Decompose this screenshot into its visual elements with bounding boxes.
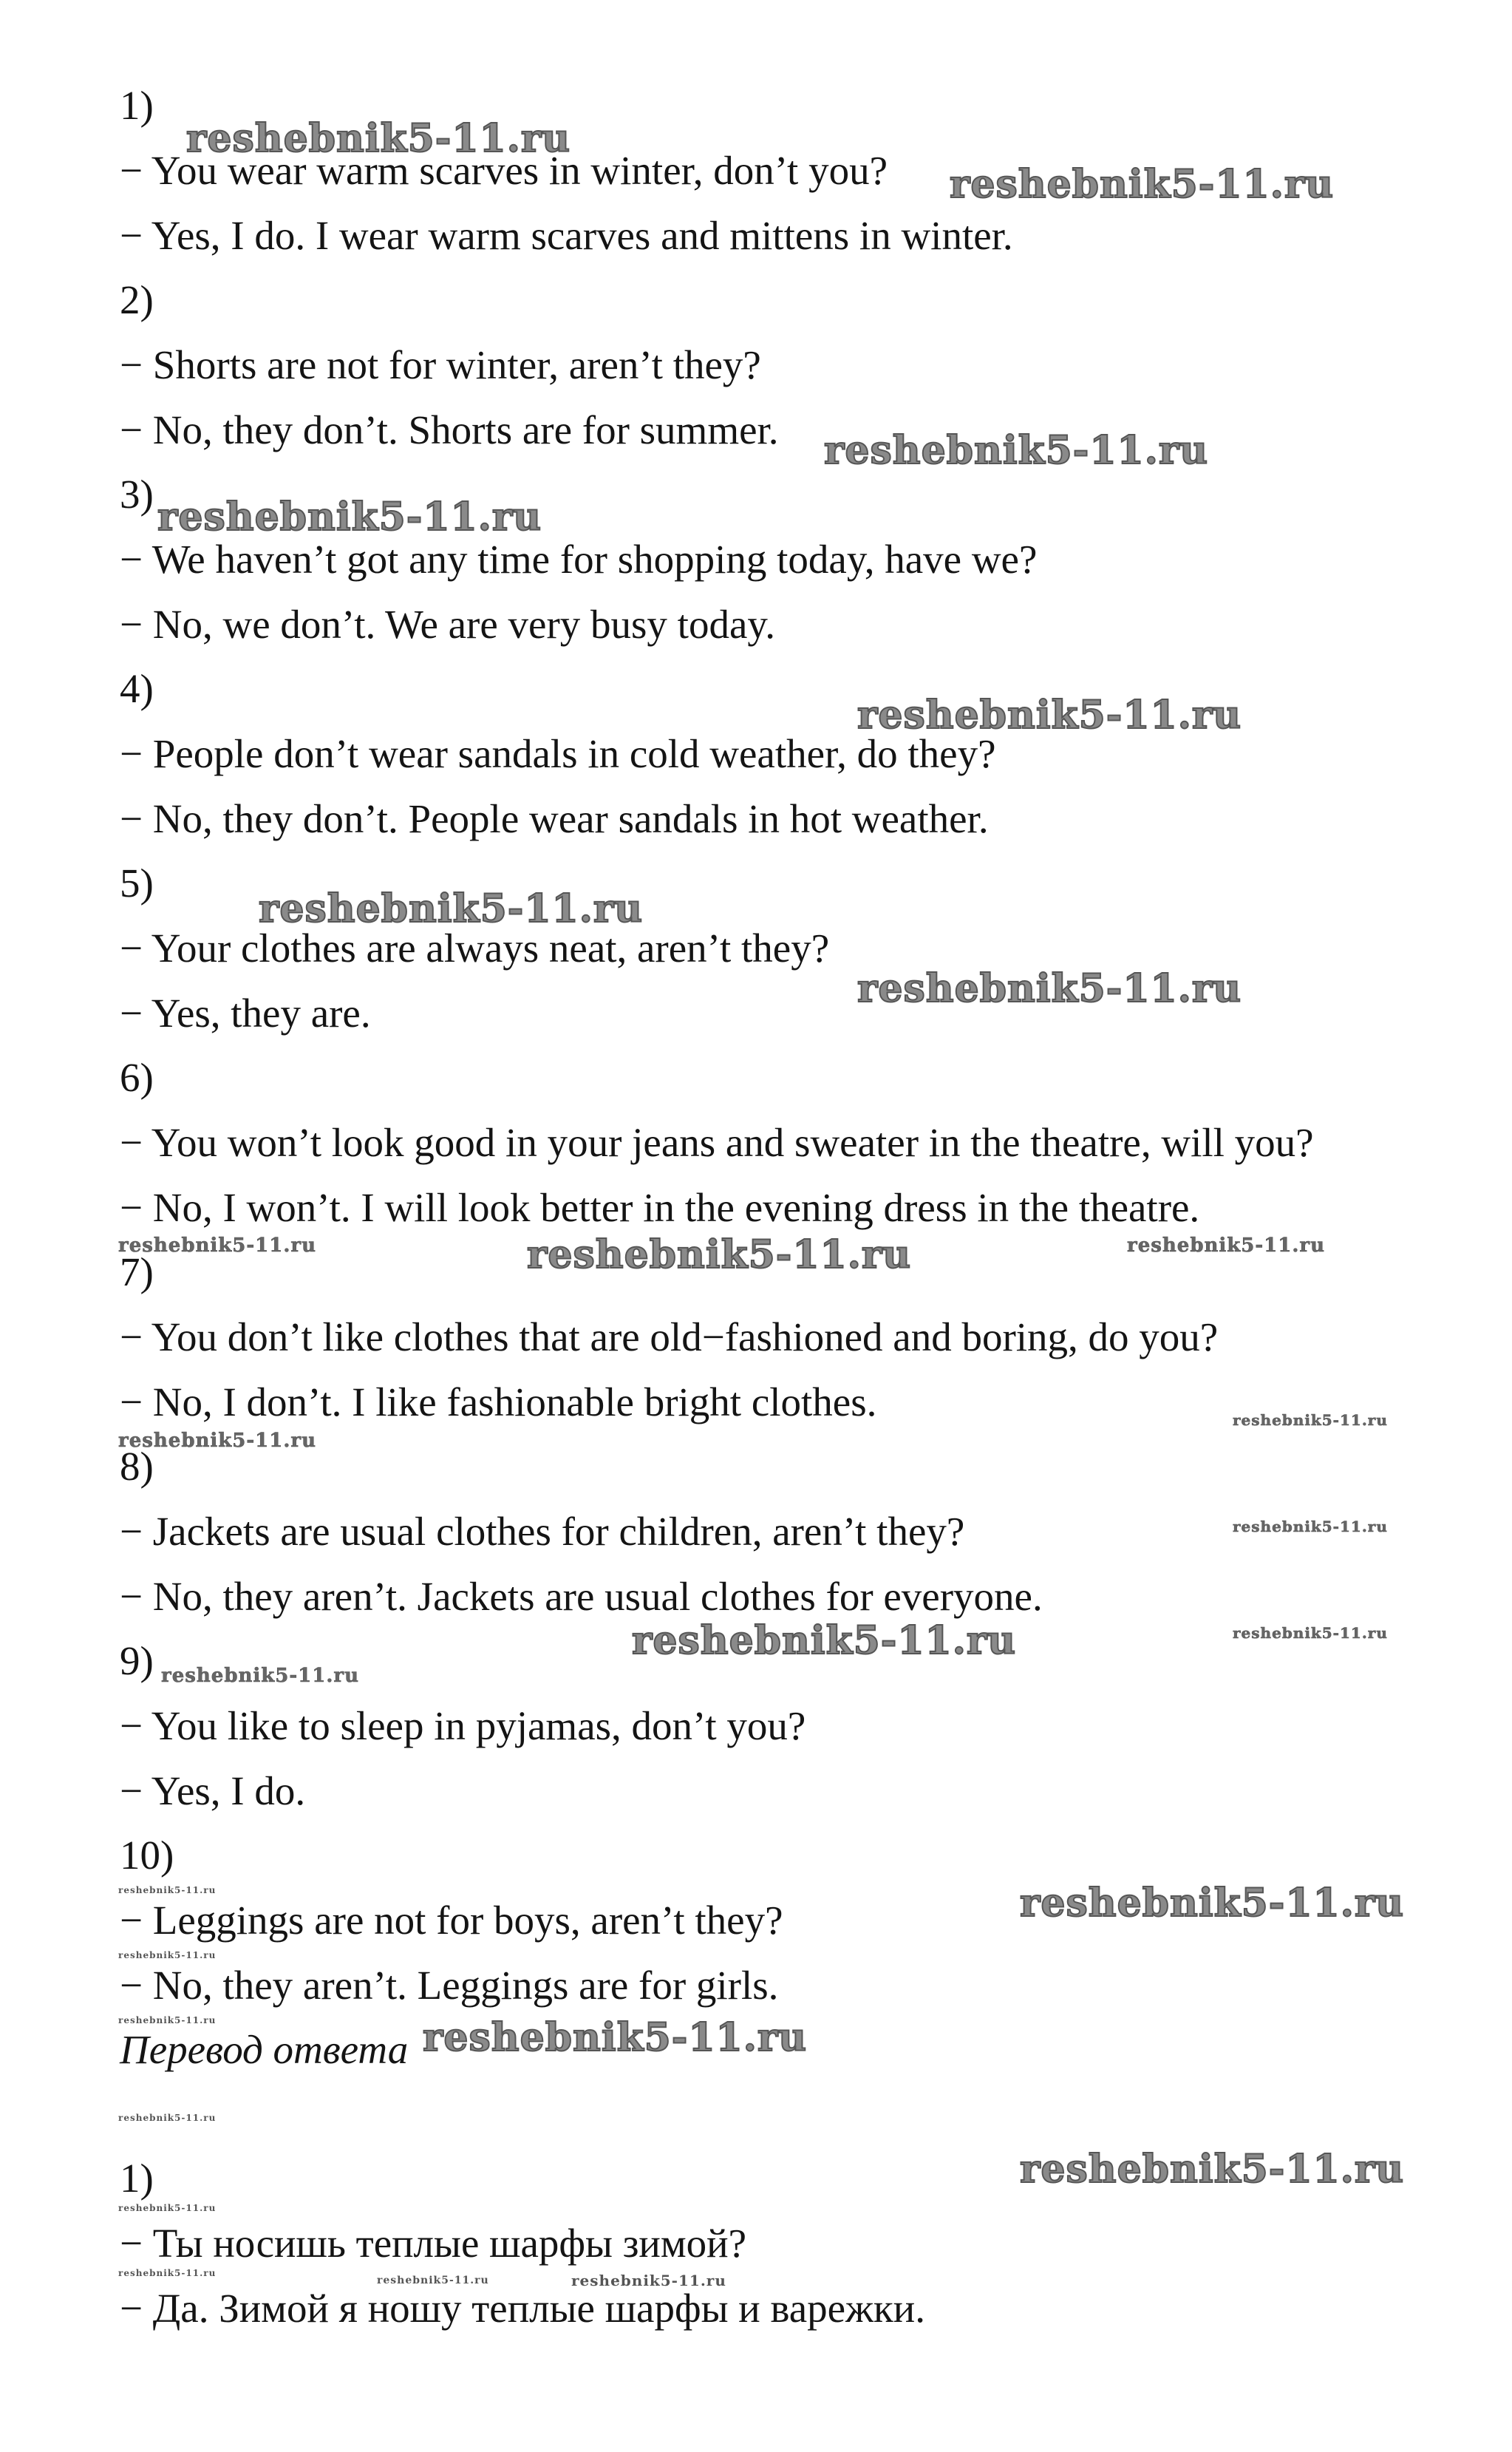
watermark: reshebnik5-11.ru xyxy=(259,886,644,931)
watermark: reshebnik5-11.ru xyxy=(186,116,571,161)
watermark: reshebnik5-11.ru xyxy=(118,1235,317,1257)
watermark: reshebnik5-11.ru xyxy=(824,428,1209,473)
watermark: reshebnik5-11.ru xyxy=(118,2015,217,2025)
watermark: reshebnik5-11.ru xyxy=(527,1232,912,1277)
watermark: reshebnik5-11.ru xyxy=(118,1430,317,1452)
item-10-answer: − No, they aren’t. Leggings are for girls. xyxy=(120,1963,779,2008)
item-5-number: 5) xyxy=(120,860,154,906)
item-9-answer: − Yes, I do. xyxy=(120,1768,306,1813)
item-7-question: − You don’t like clothes that are old−fashioned and boring, do you? xyxy=(120,1314,1219,1359)
item-6-answer: − No, I won’t. I will look better in the evening dress in the theatre. xyxy=(120,1185,1200,1230)
watermark: reshebnik5-11.ru xyxy=(1233,1624,1388,1642)
watermark: reshebnik5-11.ru xyxy=(157,495,542,540)
watermark: reshebnik5-11.ru xyxy=(161,1665,360,1687)
item-8-number: 8) xyxy=(120,1444,154,1489)
item-9-question: − You like to sleep in pyjamas, don’t you? xyxy=(120,1703,806,1748)
watermark: reshebnik5-11.ru xyxy=(857,693,1242,738)
watermark: reshebnik5-11.ru xyxy=(377,2275,489,2286)
watermark: reshebnik5-11.ru xyxy=(571,2272,726,2289)
item-10-question: − Leggings are not for boys, aren’t they? xyxy=(120,1898,783,1943)
watermark: reshebnik5-11.ru xyxy=(118,2203,217,2213)
translation-item-1-question: − Ты носишь теплые шарфы зимой? xyxy=(120,2221,747,2266)
watermark: reshebnik5-11.ru xyxy=(632,1618,1017,1663)
item-6-question: − You won’t look good in your jeans and sweater in the theatre, will you? xyxy=(120,1120,1314,1165)
item-4-answer: − No, they don’t. People wear sandals in hot weather. xyxy=(120,796,989,841)
item-9-number: 9) xyxy=(120,1638,154,1683)
watermark: reshebnik5-11.ru xyxy=(1020,2147,1405,2192)
item-2-number: 2) xyxy=(120,277,154,322)
item-7-number: 7) xyxy=(120,1249,154,1294)
watermark: reshebnik5-11.ru xyxy=(1233,1518,1388,1535)
watermark: reshebnik5-11.ru xyxy=(1233,1411,1388,1429)
item-1-question: − You wear warm scarves in winter, don’t you? xyxy=(120,148,888,193)
item-8-answer: − No, they aren’t. Jackets are usual clothes for everyone. xyxy=(120,1574,1043,1619)
watermark: reshebnik5-11.ru xyxy=(118,1950,217,1960)
watermark: reshebnik5-11.ru xyxy=(118,2268,217,2278)
item-2-answer: − No, they don’t. Shorts are for summer. xyxy=(120,407,779,452)
item-2-question: − Shorts are not for winter, aren’t they? xyxy=(120,342,761,387)
item-4-question: − People don’t wear sandals in cold weather, do they? xyxy=(120,731,996,776)
item-8-question: − Jackets are usual clothes for children, aren’t they? xyxy=(120,1509,965,1554)
watermark: reshebnik5-11.ru xyxy=(423,2015,808,2060)
watermark: reshebnik5-11.ru xyxy=(857,966,1242,1011)
item-4-number: 4) xyxy=(120,666,154,711)
translation-item-1-answer: − Да. Зимой я ношу теплые шарфы и варежки. xyxy=(120,2286,925,2331)
watermark: reshebnik5-11.ru xyxy=(1020,1881,1405,1926)
item-1-number: 1) xyxy=(120,83,154,128)
item-10-number: 10) xyxy=(120,1833,174,1878)
item-7-answer: − No, I don’t. I like fashionable bright clothes. xyxy=(120,1379,877,1424)
watermark: reshebnik5-11.ru xyxy=(118,1885,217,1895)
translation-heading: Перевод ответа xyxy=(120,2027,409,2072)
watermark: reshebnik5-11.ru xyxy=(1127,1235,1326,1257)
watermark: reshebnik5-11.ru xyxy=(950,162,1335,207)
item-5-question: − Your clothes are always neat, aren’t they? xyxy=(120,926,830,971)
item-3-answer: − No, we don’t. We are very busy today. xyxy=(120,602,776,647)
item-3-question: − We haven’t got any time for shopping today, have we? xyxy=(120,537,1038,582)
item-1-answer: − Yes, I do. I wear warm scarves and mittens in winter. xyxy=(120,213,1013,258)
watermark: reshebnik5-11.ru xyxy=(118,2113,217,2123)
item-3-number: 3) xyxy=(120,472,154,517)
translation-item-1-number: 1) xyxy=(120,2156,154,2201)
item-5-answer: − Yes, they are. xyxy=(120,991,371,1036)
item-6-number: 6) xyxy=(120,1055,154,1100)
